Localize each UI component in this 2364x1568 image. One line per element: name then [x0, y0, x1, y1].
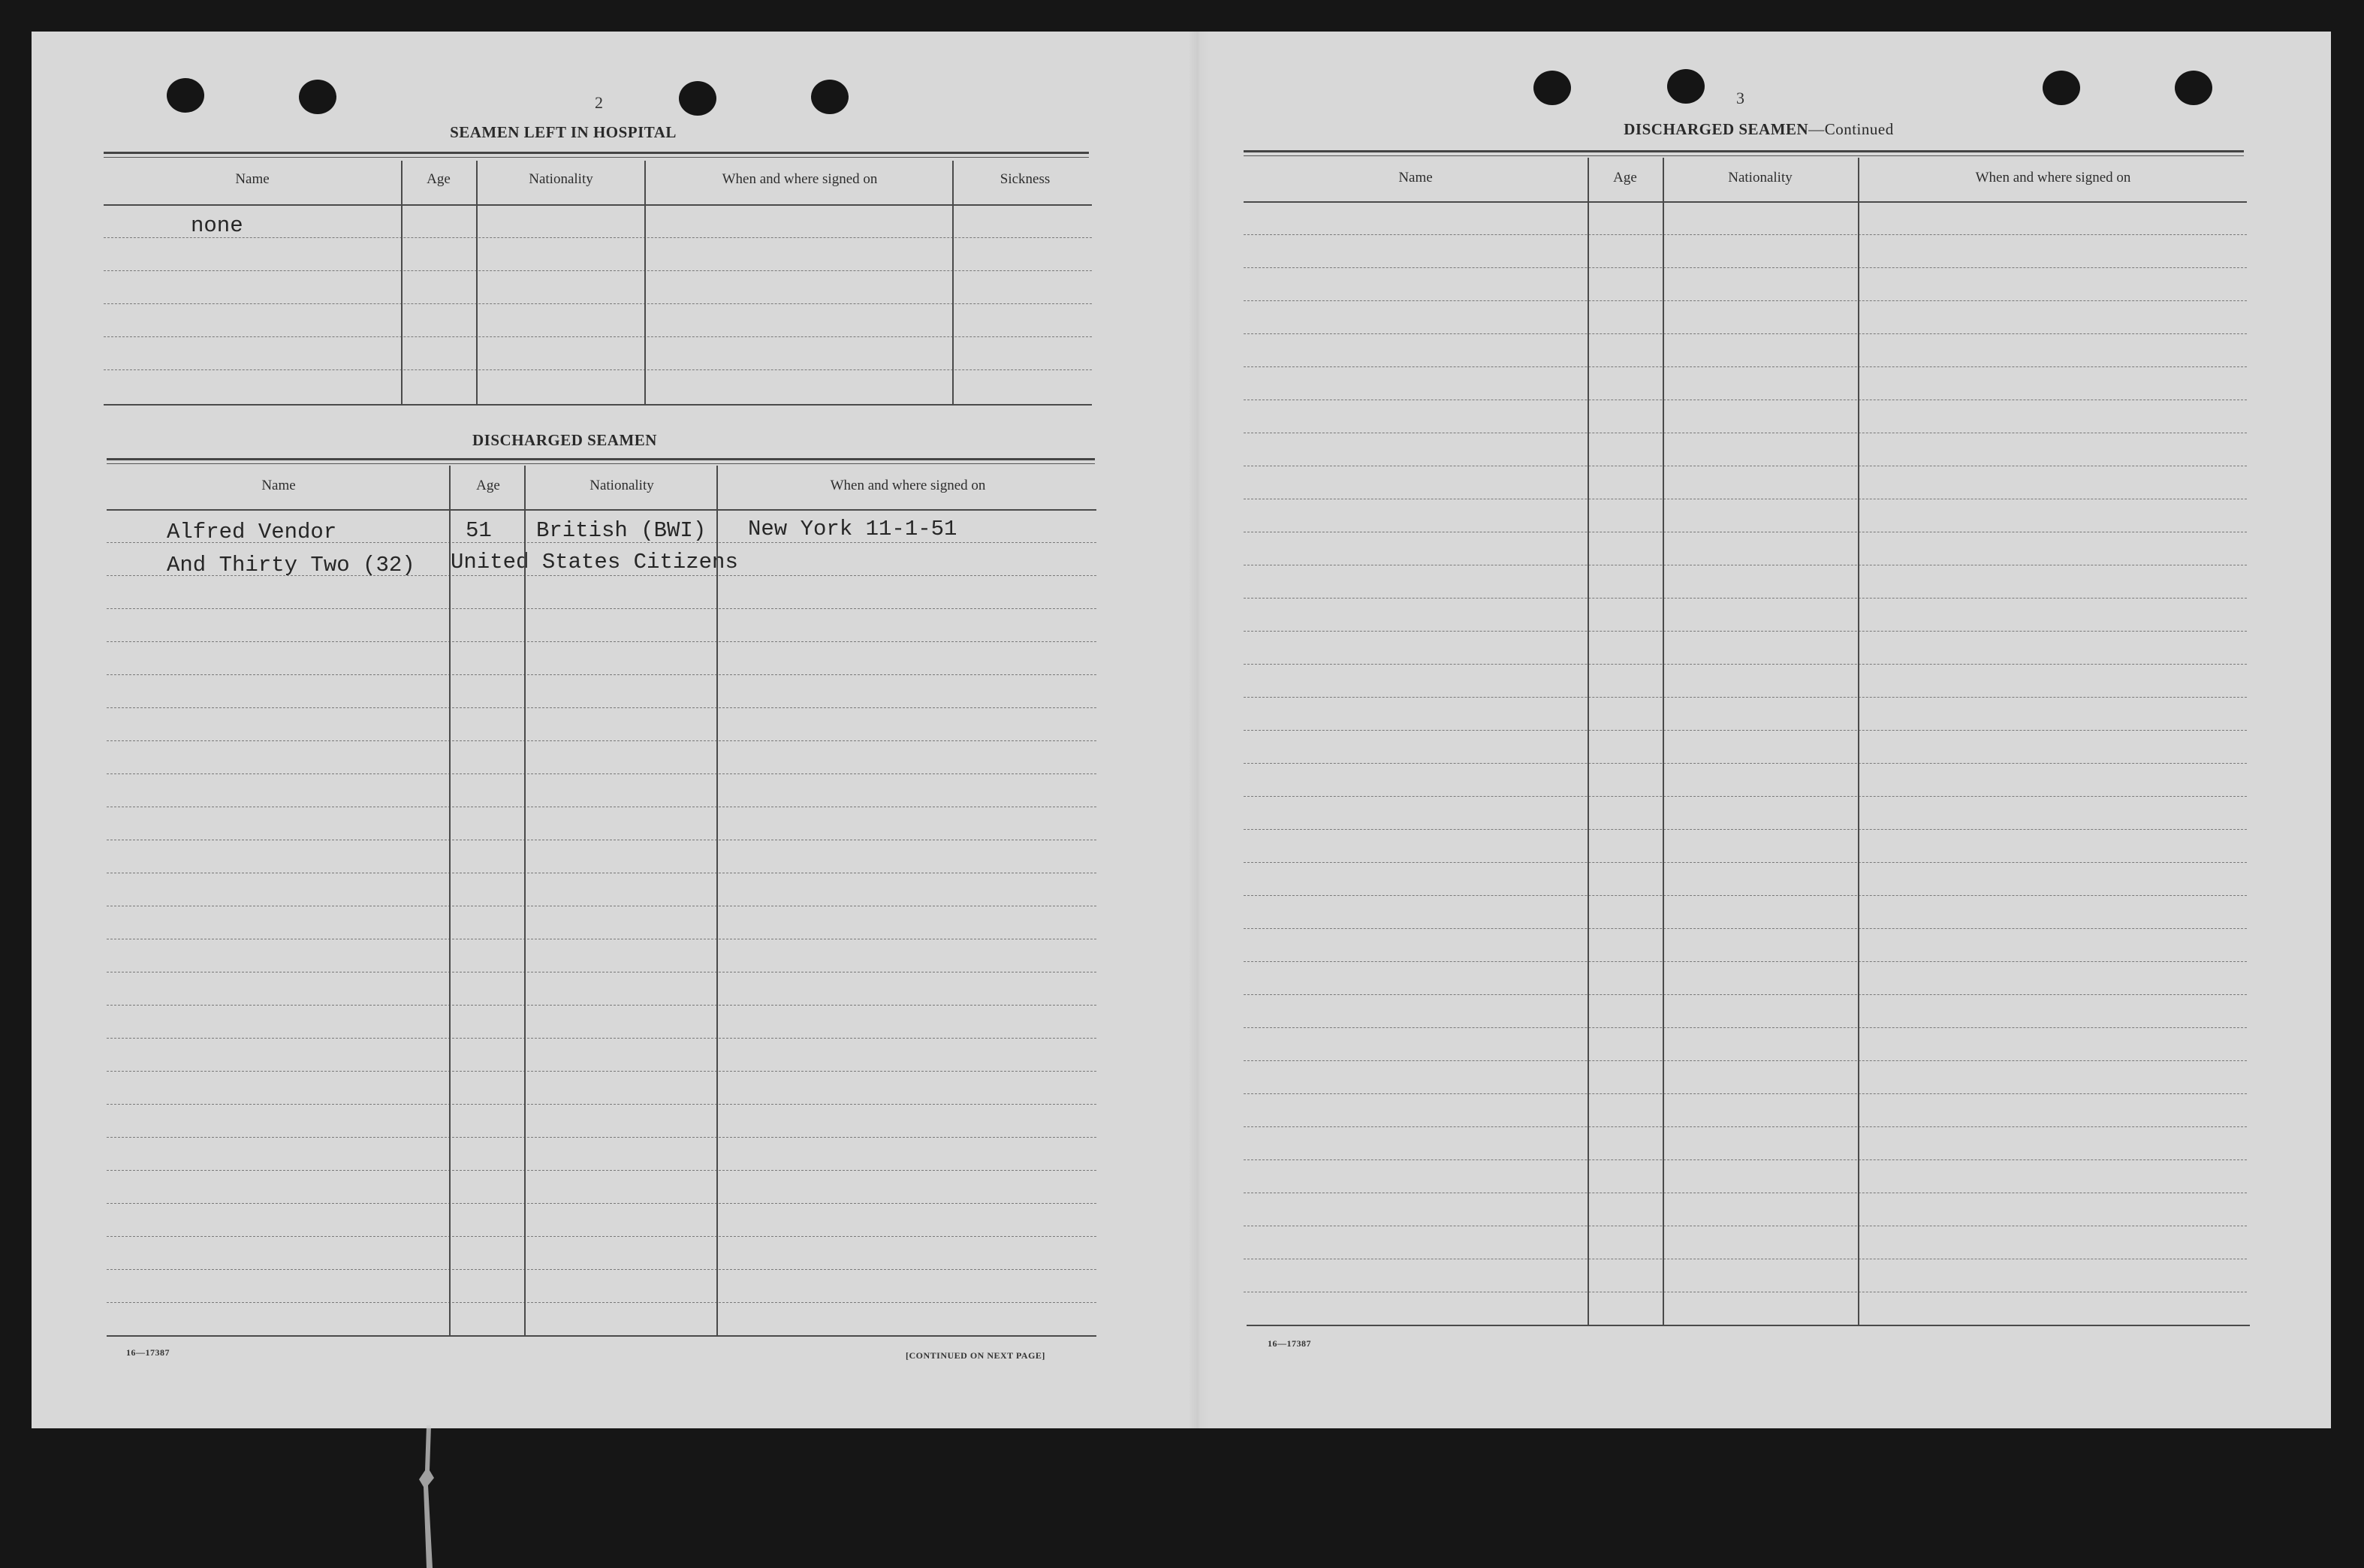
- row-line: [1244, 961, 2247, 962]
- page-number: 3: [1736, 89, 1744, 107]
- row-line: [1244, 598, 2247, 599]
- row-line: [104, 336, 1092, 337]
- hospital-section-title: SEAMEN LEFT IN HOSPITAL: [450, 123, 677, 141]
- row-line: [104, 303, 1092, 304]
- col-divider: [476, 161, 478, 404]
- col-divider: [401, 161, 403, 404]
- row-line: [107, 575, 1096, 576]
- punch-hole: [2043, 71, 2080, 105]
- col-header-signed-on: When and where signed on: [722, 171, 878, 187]
- col-header-name: Name: [1398, 170, 1433, 185]
- table-top-rule: [107, 458, 1095, 460]
- punch-hole: [679, 81, 716, 116]
- col-header-age: Age: [427, 171, 451, 187]
- table-bottom-rule: [1247, 1325, 2250, 1326]
- table-bottom-rule: [104, 404, 1092, 406]
- form-number: 16—17387: [126, 1347, 170, 1358]
- row-line: [107, 1269, 1096, 1270]
- col-divider: [524, 466, 526, 1335]
- row-line: [1244, 631, 2247, 632]
- col-divider: [449, 466, 451, 1335]
- row-line: [104, 270, 1092, 271]
- row-line: [104, 369, 1092, 370]
- col-header-name: Name: [261, 478, 296, 493]
- row-line: [1244, 366, 2247, 367]
- row-line: [1244, 994, 2247, 995]
- row-line: [107, 1302, 1096, 1303]
- form-number: 16—17387: [1268, 1338, 1311, 1349]
- seaman-name: Alfred Vendor: [167, 520, 337, 544]
- col-divider: [1663, 158, 1664, 1325]
- col-header-name: Name: [235, 171, 270, 187]
- page-number: 2: [595, 93, 603, 112]
- row-line: [107, 773, 1096, 774]
- seaman-signed-on: New York 11-1-51: [748, 517, 957, 541]
- row-line: [1244, 234, 2247, 235]
- table-bottom-rule: [107, 1335, 1096, 1337]
- center-fold: [1188, 32, 1209, 1428]
- hospital-entry: none: [191, 213, 243, 238]
- col-header-nationality: Nationality: [1728, 170, 1793, 185]
- punch-hole: [299, 80, 336, 114]
- row-line: [1244, 333, 2247, 334]
- row-line: [104, 237, 1092, 238]
- col-divider: [952, 161, 954, 404]
- punch-hole: [2175, 71, 2212, 105]
- continued-note: [CONTINUED ON NEXT PAGE]: [906, 1350, 1045, 1361]
- col-divider: [1588, 158, 1589, 1325]
- row-line: [1244, 895, 2247, 896]
- row-line: [1244, 730, 2247, 731]
- row-line: [107, 608, 1096, 609]
- row-line: [107, 1038, 1096, 1039]
- row-line: [1244, 1093, 2247, 1094]
- row-line: [1244, 763, 2247, 764]
- punch-hole: [1533, 71, 1571, 105]
- punch-hole: [1667, 69, 1705, 104]
- title-main: DISCHARGED SEAMEN: [1624, 120, 1809, 138]
- document-spread: [32, 32, 2331, 1428]
- row-line: [107, 674, 1096, 675]
- discharged-continued-title: [1533, 120, 1984, 139]
- header-rule: [104, 204, 1092, 206]
- row-line: [107, 1104, 1096, 1105]
- row-line: [1244, 1060, 2247, 1061]
- discharged-section-title: DISCHARGED SEAMEN: [472, 431, 657, 449]
- row-line: [107, 707, 1096, 708]
- col-header-signed-on: When and where signed on: [1975, 170, 2131, 185]
- row-line: [107, 1236, 1096, 1237]
- col-header-sickness: Sickness: [1000, 171, 1051, 187]
- header-rule: [107, 509, 1096, 511]
- table-top-rule: [104, 152, 1089, 154]
- row-line: [1244, 267, 2247, 268]
- row-line: [1244, 862, 2247, 863]
- seaman-nationality: British (BWI): [536, 518, 707, 543]
- col-header-signed-on: When and where signed on: [830, 478, 986, 493]
- punch-hole: [811, 80, 849, 114]
- col-header-nationality: Nationality: [529, 171, 593, 187]
- col-divider: [716, 466, 718, 1335]
- row-line: [107, 740, 1096, 741]
- row-line: [107, 1071, 1096, 1072]
- col-header-age: Age: [1613, 170, 1637, 185]
- col-divider: [1858, 158, 1859, 1325]
- row-line: [107, 641, 1096, 642]
- seaman-group-count: And Thirty Two (32): [167, 553, 415, 577]
- seaman-age: 51: [466, 518, 492, 543]
- title-suffix: —Continued: [1808, 120, 1894, 138]
- row-line: [1244, 664, 2247, 665]
- row-line: [107, 1203, 1096, 1204]
- header-rule: [1244, 201, 2247, 203]
- punch-hole: [167, 78, 204, 113]
- row-line: [1244, 697, 2247, 698]
- paper-clip-shadow: [418, 1425, 440, 1568]
- col-header-nationality: Nationality: [589, 478, 654, 493]
- row-line: [1244, 1027, 2247, 1028]
- row-line: [1244, 829, 2247, 830]
- row-line: [1244, 300, 2247, 301]
- row-line: [107, 1005, 1096, 1006]
- row-line: [107, 542, 1096, 543]
- row-line: [1244, 1126, 2247, 1127]
- row-line: [107, 1137, 1096, 1138]
- col-divider: [644, 161, 646, 404]
- col-header-age: Age: [476, 478, 500, 493]
- table-top-rule: [1244, 150, 2244, 152]
- row-line: [107, 1170, 1096, 1171]
- seaman-group-nationality: United States Citizens: [451, 550, 738, 574]
- row-line: [1244, 796, 2247, 797]
- row-line: [1244, 1159, 2247, 1160]
- row-line: [1244, 928, 2247, 929]
